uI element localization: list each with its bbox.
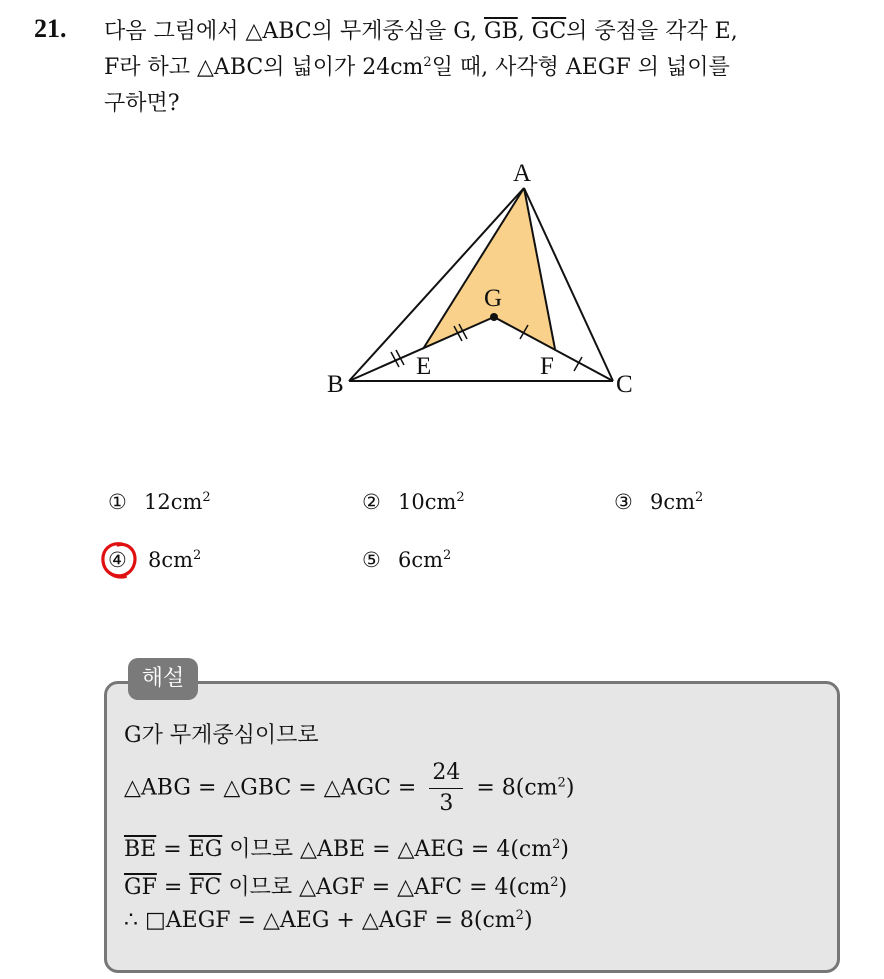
question-line1-end: 의 중점을 각각 E, [566, 19, 738, 44]
choice-5-value: 6cm [398, 548, 444, 572]
solution-line-5-superscript: 2 [515, 908, 524, 923]
choice-3-superscript: 2 [695, 490, 704, 505]
question-separator: , [517, 19, 532, 44]
solution-line-5-text: ∴ □AEGF = △AEG + △AGF = 8(cm [124, 908, 516, 933]
fraction-denominator: 3 [439, 791, 454, 816]
segment-be: $\overline{BE}$ [124, 837, 157, 862]
choice-2[interactable] [362, 490, 465, 514]
choice-1-superscript: 2 [202, 490, 211, 505]
answer-selection-circle [100, 540, 138, 580]
solution-line-2-right: = 8(cm [469, 775, 558, 801]
fraction-numerator: 24 [429, 758, 463, 789]
choice-3[interactable] [614, 490, 703, 514]
solution-line-3-superscript: 2 [552, 837, 561, 852]
solution-line-5-close: ) [523, 908, 533, 933]
choice-2-value: 10cm [398, 490, 457, 514]
choice-1-value: 12cm [144, 490, 203, 514]
solution-line-3-eq: = [156, 837, 189, 862]
solution-line-2-close: ) [565, 775, 575, 801]
centroid-point [490, 313, 498, 321]
label-c: C [616, 371, 633, 398]
question-line1: 다음 그림에서 △ABC의 무게중심을 G, [104, 19, 484, 44]
label-f: F [540, 353, 554, 380]
label-g: G [484, 285, 503, 312]
question-line2-end: 일 때, 사각형 AEGF 의 넓이를 [431, 55, 730, 80]
choice-1[interactable] [108, 490, 211, 514]
choice-5[interactable] [362, 548, 451, 572]
choice-4-value: 8cm [148, 548, 194, 572]
solution-line-4-rest: 이므로 △AGF = △AFC = 4(cm [221, 875, 551, 900]
choice-1-mark: ① [108, 490, 127, 514]
question-text [104, 14, 874, 122]
choice-5-mark: ⑤ [362, 548, 381, 572]
question-line2: F라 하고 △ABC의 넓이가 24cm [104, 55, 424, 80]
solution-line-4-superscript: 2 [550, 875, 559, 890]
choice-4-mark: ④ [108, 548, 127, 572]
solution-line-3 [124, 832, 569, 863]
question-line2-superscript: 2 [423, 55, 432, 70]
segment-eg: $\overline{EG}$ [188, 837, 223, 862]
segment-gb: $\overline{GB}$ [484, 19, 518, 44]
solution-line-4-close: ) [558, 875, 568, 900]
segment-fc: $\overline{FC}$ [189, 875, 222, 900]
choice-5-superscript: 2 [443, 548, 452, 563]
solution-line-3-rest: 이므로 △ABE = △AEG = 4(cm [222, 837, 553, 862]
choice-3-value: 9cm [650, 490, 696, 514]
question-line3: 구하면? [104, 91, 180, 116]
question-number: 21. [34, 14, 67, 43]
choice-4-superscript: 2 [193, 548, 202, 563]
solution-line-4 [124, 870, 567, 901]
solution-line-3-close: ) [560, 837, 569, 862]
triangle-figure [318, 150, 658, 410]
solution-line-5 [124, 908, 533, 933]
solution-line-1: G가 무게중심이므로 [124, 723, 319, 748]
label-b: B [327, 371, 344, 398]
solution-line-4-eq: = [156, 875, 190, 900]
segment-gc: $\overline{GC}$ [531, 19, 567, 44]
label-a: A [513, 160, 532, 187]
solution-tag: 해설 [128, 658, 198, 700]
label-e: E [416, 353, 432, 380]
choice-2-mark: ② [362, 490, 381, 514]
solution-line-2-left: △ABG = △GBC = △AGC = [124, 775, 424, 801]
choice-3-mark: ③ [614, 490, 633, 514]
segment-gf: $\overline{GF}$ [124, 875, 157, 900]
solution-line-2-superscript: 2 [557, 775, 566, 791]
choice-2-superscript: 2 [456, 490, 465, 505]
solution-line-2 [124, 758, 574, 819]
fraction [429, 758, 463, 819]
